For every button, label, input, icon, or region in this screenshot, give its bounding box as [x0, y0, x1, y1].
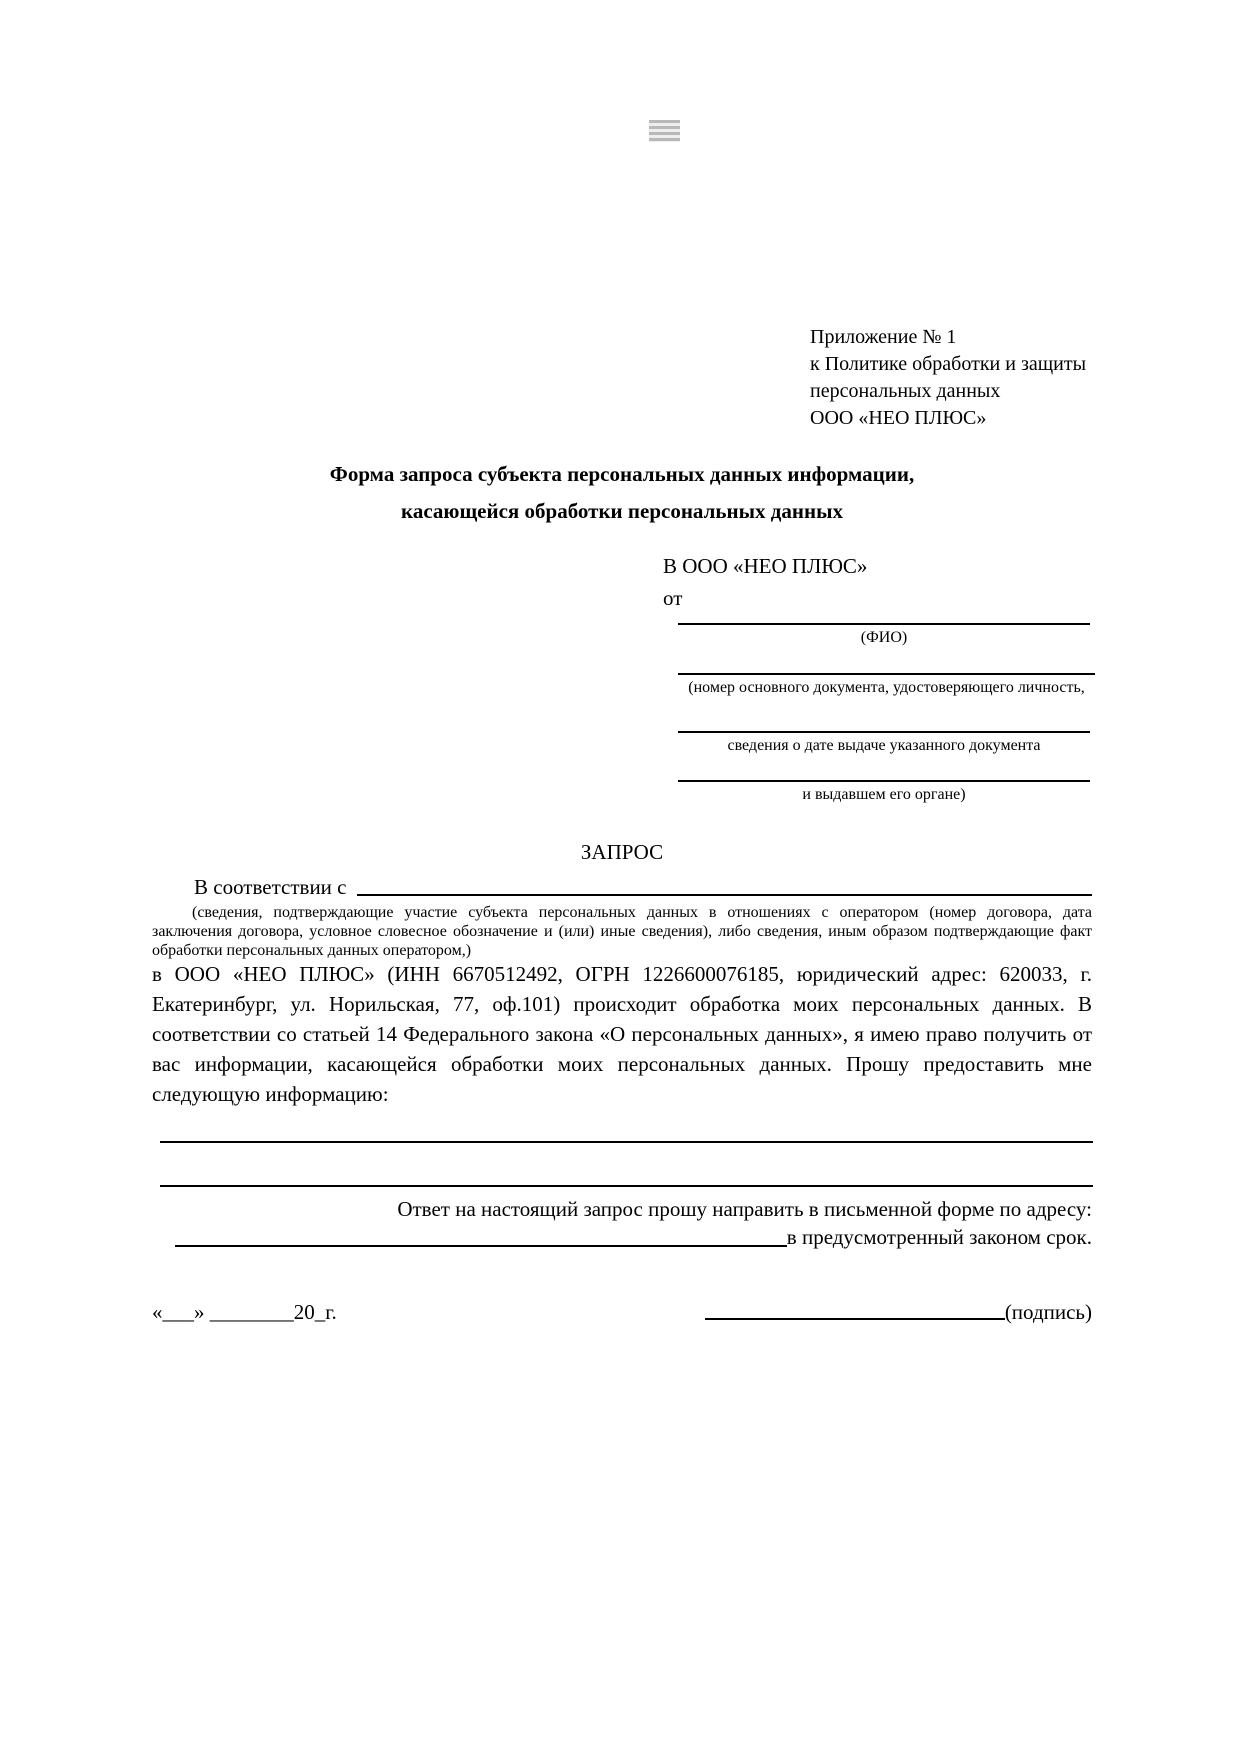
document-title-line: касающейся обработки персональных данных [401, 499, 843, 523]
body-paragraph: в ООО «НЕО ПЛЮС» (ИНН 6670512492, ОГРН 1226600076185, юридический адрес: 620033, г. Екатеринбург, ул. Норильская, 77, оф.101) происходит обработка моих персональных данных. В соответствии со статьей 14 Федерального закона «О персональных данных», я имею право получить от вас информации, касающейся обработки моих персональных данных. Прошу предоставить мне следующую информацию: [152, 962, 1092, 1106]
signature-blank-underline [705, 1317, 1005, 1320]
form-field-document-number [678, 673, 1095, 697]
form-field-issuing-authority [678, 780, 1090, 804]
field-caption: (ФИО) [860, 629, 908, 646]
address-blank-underline [175, 1244, 787, 1247]
document-title-line: Форма запроса субъекта персональных данных информации, [329, 462, 915, 486]
signature-area [705, 1300, 1092, 1325]
request-heading: ЗАПРОС [580, 840, 664, 864]
field-caption: (номер основного документа, удостоверяющего личность, [688, 679, 1085, 696]
signature-row [152, 1300, 1092, 1325]
field-caption: сведения о дате выдаче указанного документа [727, 737, 1041, 754]
response-suffix: в предусмотренный законом срок. [786, 1225, 1092, 1249]
document-title [152, 456, 1092, 530]
addressee-to: В ООО «НЕО ПЛЮС» [663, 554, 868, 578]
response-address-blank-row [175, 1222, 1092, 1252]
fine-print-caption: (сведения, подтверждающие участие субъекта персональных данных в отношениях с оператором (номер договора, дата заключения договора, условное словесное обозначение и (или) иные сведения), либо сведения, иным образом подтверждающие факт обработки персональных данных оператором,) [152, 904, 1092, 959]
addressee-from-label: от [663, 586, 683, 610]
form-field-fio [678, 623, 1090, 647]
date-blank: «___» ________20_г. [152, 1300, 337, 1324]
response-address-line: Ответ на настоящий запрос прошу направить в письменной форме по адресу: [397, 1197, 1092, 1221]
form-field-issue-date [678, 731, 1090, 755]
blank-line [160, 1185, 1093, 1187]
blank-underline [357, 893, 1093, 896]
blank-line [160, 1141, 1093, 1143]
appendix-line: Приложение № 1 [810, 326, 957, 348]
appendix-line: ООО «НЕО ПЛЮС» [810, 407, 987, 429]
accordance-line [152, 874, 1092, 900]
field-caption: и выдавшем его органе) [802, 786, 966, 803]
appendix-block [810, 324, 1086, 432]
accordance-prefix: В соответствии с [194, 875, 347, 899]
appendix-line: к Политике обработки и защиты [810, 353, 1087, 375]
appendix-line: персональных данных [810, 380, 1001, 402]
small-image-thumbnail-icon [649, 120, 680, 142]
signature-caption: (подпись) [1004, 1300, 1092, 1324]
